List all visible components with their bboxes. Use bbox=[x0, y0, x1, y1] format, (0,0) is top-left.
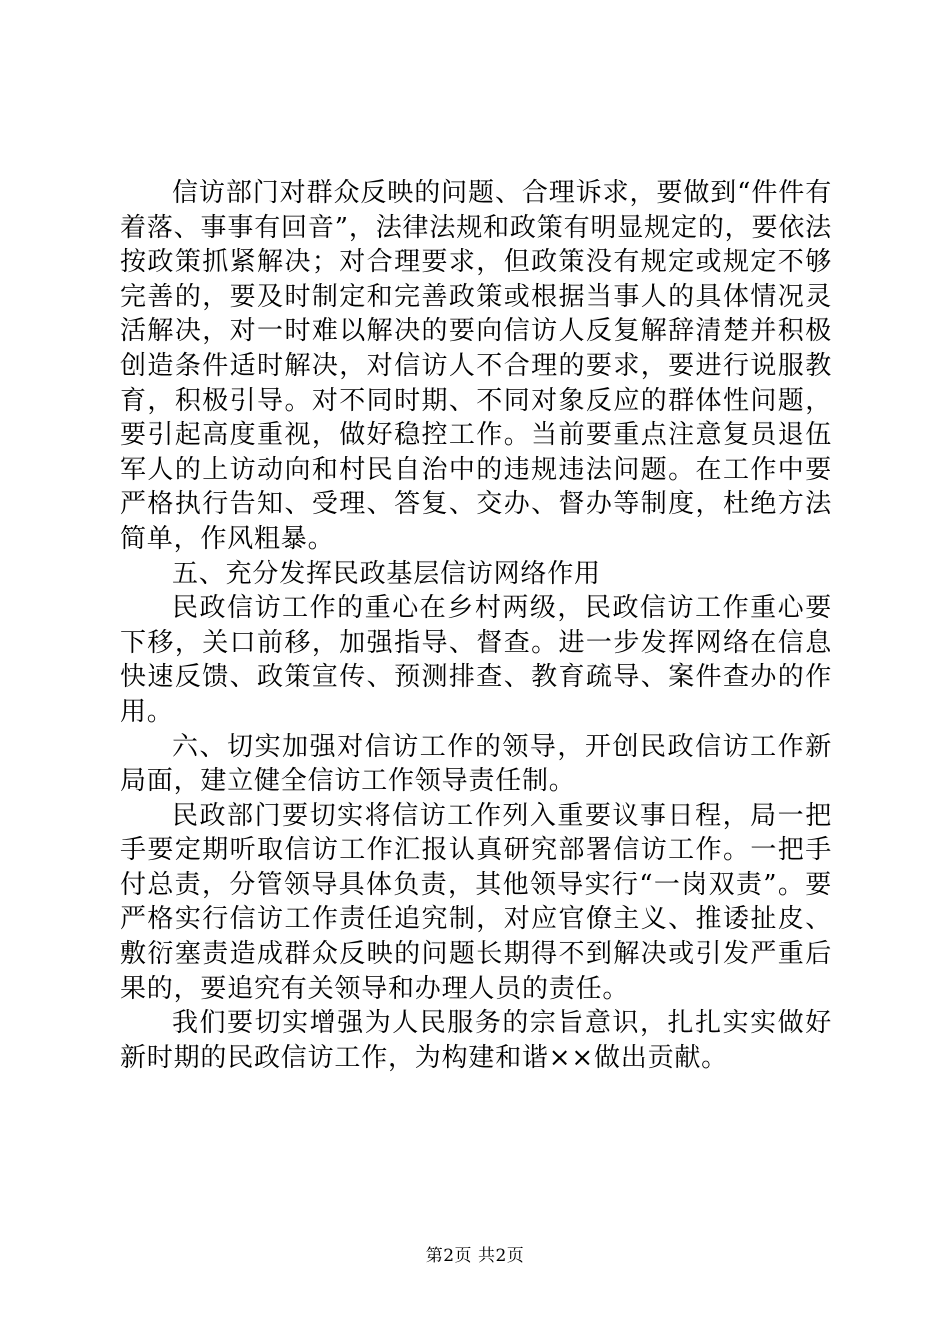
paragraph-leadership-responsibility: 民政部门要切实将信访工作列入重要议事日程，局一把手要定期听取信访工作汇报认真研究部署信访工作。一把手付总责，分管领导具体负责，其他领导实行“一岗双责”。要严格实行信访工作责任追究制，对应官僚主义、推诿扯皮、敷衍塞责造成群众反映的问题长期得不到解决或引发严重后果的，要追究有关领导和办理人员的责任。 bbox=[120, 800, 832, 1004]
page-number-footer: 第2页 共2页 bbox=[425, 1246, 525, 1266]
document-body bbox=[120, 176, 832, 1075]
paragraph-conclusion: 我们要切实增强为人民服务的宗旨意识，扎扎实实做好新时期的民政信访工作，为构建和谐××做出贡献。 bbox=[120, 1008, 832, 1073]
section-heading-five: 五、充分发挥民政基层信访网络作用 bbox=[172, 558, 601, 589]
paragraph-petition-handling: 信访部门对群众反映的问题、合理诉求，要做到“件件有着落、事事有回音”，法律法规和政策有明显规定的，要依法按政策抓紧解决；对合理要求，但政策没有规定或规定不够完善的，要及时制定和完善政策或根据当事人的具体情况灵活解决，对一时难以解决的要向信访人反复解辞清楚并积极创造条件适时解决，对信访人不合理的要求，要进行说服教育，积极引导。对不同时期、不同对象反应的群体性问题，要引起高度重视，做好稳控工作。当前要重点注意复员退伍军人的上访动向和村民自治中的违规违法问题。在工作中要严格执行告知、受理、答复、交办、督办等制度，杜绝方法简单，作风粗暴。 bbox=[120, 178, 832, 554]
section-heading-six: 六、切实加强对信访工作的领导，开创民政信访工作新局面，建立健全信访工作领导责任制。 bbox=[120, 731, 832, 797]
paragraph-grassroots-network: 民政信访工作的重心在乡村两级，民政信访工作重心要下移，关口前移，加强指导、督查。进一步发挥网络在信息快速反馈、政策宣传、预测排查、教育疏导、案件查办的作用。 bbox=[120, 593, 832, 727]
